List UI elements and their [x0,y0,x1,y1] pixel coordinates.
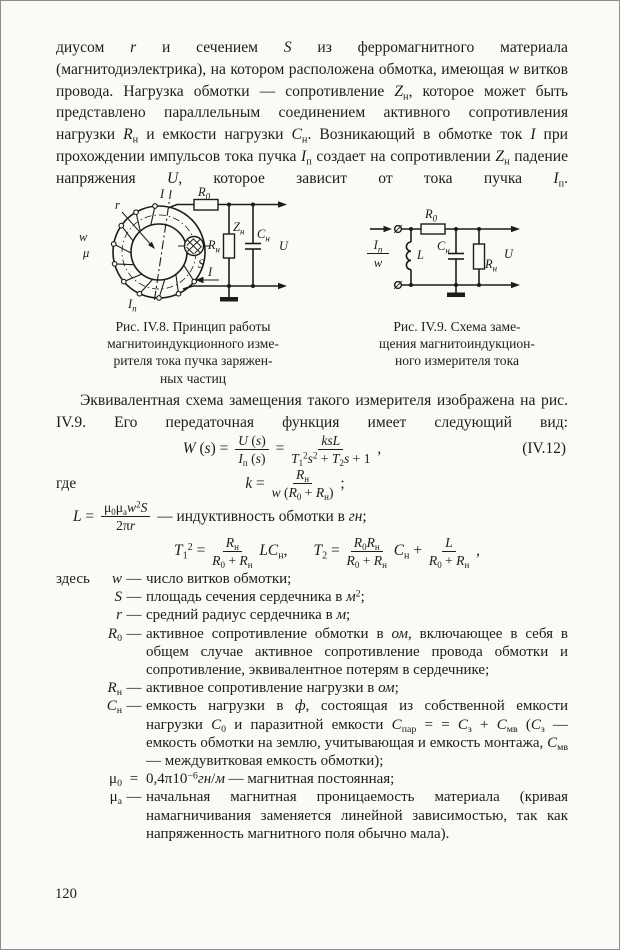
definition-row [56,588,568,606]
top-wire-arrow [278,201,287,207]
winding-turns [111,204,196,301]
label-turns: w [373,256,383,270]
bottom-wire-arrow [511,282,520,288]
definition-separator: — [126,589,142,606]
label-voltage: U [279,239,289,253]
definition-separator: — [126,607,142,624]
eq-t1-lhs: $T_1^2$ = [174,542,210,562]
label-r0: $R_0$ [198,187,211,202]
equation-time-constants [56,533,568,569]
label-current-top: I [160,187,165,201]
definition-text: средний радиус сердечника в м; [146,607,351,624]
eq-lhs: W (s) = [182,440,233,457]
resistor-rn-branch [224,205,235,287]
definition-separator: — [126,625,142,642]
paragraph-top: диусом r и сечением S из ферромагнитного материала (магнитодиэлектрика), на котором расположена обмотка, имеющая w витков провода. Нагрузка обмотки — сопротивление $Z_н$, которое может быть представлено параллельным соединением активного сопротивления нагрузки $R_н$ и емкости нагрузки $C_н$. Возникающий в обмотке ток I при прохождении импульсов тока пучка $I_п$ создает на сопротивлении $Z_н$ падение напряжения U, которое зависит от тока пучка $I_п$. [56,39,569,190]
label-beam-current: $I_п$ [128,297,137,314]
eq-t2-lhs: $T_2$ = [313,542,344,562]
current-i-arrow [195,277,219,283]
definition-separator: — [126,698,142,715]
fraction-k: $\frac{R_н}{w (R_0 + R_н)}$ [271,467,334,502]
equation-number: (IV.12) [522,440,566,457]
definition-symbol: $\mu_а$ [109,789,122,808]
resistor-rn-branch [474,229,485,285]
fraction-us-ips: $\frac{U (s)}{I_п (s)}$ [235,433,269,466]
definition-separator: — [126,789,142,806]
label-cn: $C_н$ [257,227,270,244]
definition-row [56,788,568,843]
eq-comma: , [472,542,480,559]
capacitor-cn-branch [245,205,261,287]
definition-symbol: $R_0$ [107,625,122,644]
bottom-wire-arrow [278,283,287,289]
definition-separator: = [129,771,139,788]
definition-text: начальная магнитная проницаемость материала (кривая намагничивания заменяется линейной зависимостью, так как напряженность магнитного поля обычно мала). [146,789,568,842]
fraction-t2a: $\frac{R_0R_н}{R_0 + R_н}$ [346,534,387,570]
resistor-r0 [421,224,445,234]
label-r0: $R_0$ [425,207,438,224]
definition-text: активное сопротивление обмотки в ом, включающее в себя в общем случае активное сопротивление провода обмотки и сопротивление, эквивалентное потерям в сердечнике; [146,625,568,679]
figure-iv8-caption: Рис. IV.8. Принцип работы магнитоиндукционного изме- рителя тока пучка заряжен- ных частиц [107,319,279,386]
label-rn: $R_н$ [207,238,220,255]
ground-symbol [220,286,238,302]
eq-lhs: k = [245,474,269,492]
symbol-definitions [56,570,568,843]
definition-text: активное сопротивление нагрузки в ом; [146,680,399,697]
definition-separator: — [126,571,142,587]
figure-iv9-caption: Рис. IV.9. Схема заме- щения магнитоиндукцион- ного измерителя тока [379,319,535,369]
label-cn: $C_н$ [437,239,450,256]
top-wire-arrow [511,226,520,232]
definition-text: площадь сечения сердечника в $м^2$; [146,588,365,606]
eq-semicolon: ; [336,474,345,492]
label-rn: $R_н$ [485,257,498,274]
figure-iv8-schematic [71,187,323,317]
figure-iv9-schematic [354,197,584,309]
label-current-wire: I [208,265,213,279]
input-fraction [367,238,389,270]
paragraph-transfer-function: Эквивалентная схема замещения такого измерителя изображена на рис. IV.9. Его передаточная функция имеет следующий вид: [56,392,568,431]
definition-symbol: $R_н$ [107,680,122,699]
definition-symbol: $\mu_0$ [109,771,122,790]
definition-rows [56,570,568,843]
eq-description: — индуктивность обмотки в гн; [153,507,367,525]
inductor-l [406,229,411,285]
lead-bottom-wire [183,286,281,289]
definition-symbol: S [114,589,122,606]
definition-row [56,625,568,680]
eq-t1-tail: $LC_н$, [259,542,288,562]
radius-arrow [122,212,155,249]
label-inductance: L [417,248,424,262]
input-arrow [370,226,392,232]
definition-separator: — [126,680,142,697]
label-radius: r [115,198,120,212]
equation-inductance [56,500,568,533]
fraction-l: $\frac{\mu_0\mu_аw^2S}{2\pi r}$ [101,500,150,533]
definition-symbol: $C_н$ [106,698,122,717]
fraction-t1: $\frac{R_н}{R_0 + R_н}$ [212,534,253,570]
definition-text: $0,4\pi 10^{-6}гн/м$ — магнитная постоянная; [146,770,395,788]
definition-symbol: w [111,571,122,587]
terminal-bottom [394,281,402,289]
definition-text: емкость нагрузки в ф, состоящая из собственной емкости нагрузки $C_0$ и паразитной емкости $C_{пар}$ = = $C_з + C_{мв}$ ($C_з$ — емкость обмотки на землю, учитывающая и емкость монтажа, $C_{мв}$ — междувитковая емкость обмотки); [146,698,568,770]
definition-text: число витков обмотки; [146,571,292,587]
eq-comma: , [373,440,382,457]
capacitor-cn-branch [448,229,464,285]
equation-iv12 [56,430,568,468]
definition-row [56,770,568,788]
definition-row [56,697,568,770]
definition-row [56,606,568,624]
terminal-top [394,225,402,233]
label-permeability: μ [83,246,90,260]
eq-equals: = [271,440,289,457]
equation-k [56,467,568,500]
label-turns: w [79,230,88,244]
fraction-t2b: $\frac{L}{R_0 + R_н}$ [428,534,470,570]
label-voltage: U [504,247,514,261]
fraction-ksl: $\frac{\text{ksL}}{T_1^2s^2 + T_2s + 1}$ [291,432,371,468]
label-zn: $Z_н$ [233,220,245,237]
definition-row [56,679,568,697]
here-label: здесь [56,571,90,587]
definition-row [56,570,568,588]
label-section: S [198,257,205,271]
where-label: где [56,474,77,492]
eq-lhs: L = [73,507,98,525]
page-number: 120 [55,886,77,902]
label-beam-current: $I_п$ [373,238,383,255]
eq-t2-mid: $C_н$ + [393,542,426,562]
definition-symbol: r [116,607,122,624]
